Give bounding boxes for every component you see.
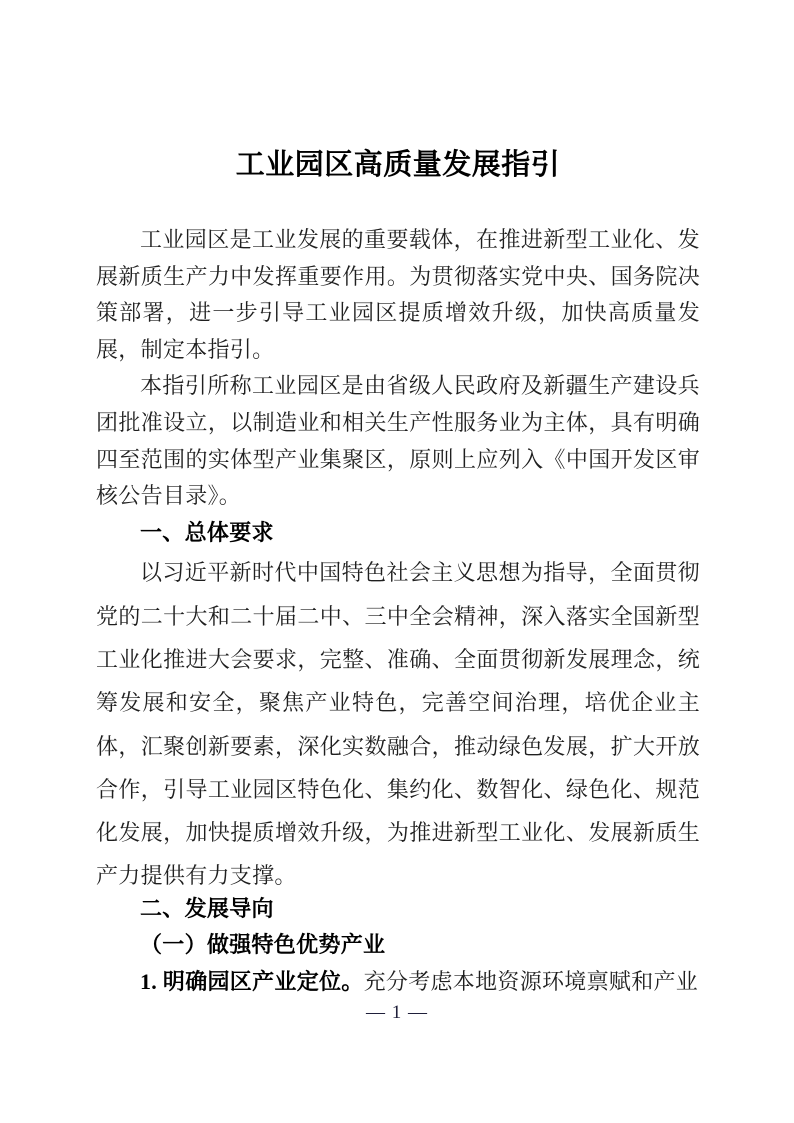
section-heading-development-orientation: 二、发展导向 [140,895,274,921]
numbered-item-1 [96,964,700,1001]
paragraph-overall-requirements: 以习近平新时代中国特色社会主义思想为指导，全面贯彻党的二十大和二十届二中、三中全会精神，深入落实全国新型工业化推进大会要求，完整、准确、全面贯彻新发展理念，统筹发展和安全，聚焦产业特色，完善空间治理，培优企业主体，汇聚创新要素，深化实数融合，推动绿色发展，扩大开放合作，引导工业园区特色化、集约化、数智化、绿色化、规范化发展，加快提质增效升级，为推进新型工业化、发展新质生产力提供有力支撑。 [96,560,700,889]
document-content [96,143,700,1001]
paragraph-definition: 本指引所称工业园区是由省级人民政府及新疆生产建设兵团批准设立，以制造业和相关生产性服务业为主体，具有明确四至范围的实体型产业集聚区，原则上应列入《中国开发区审核公告目录》。 [96,373,700,509]
numbered-item-1-text: 充分考虑本地资源环境禀赋和产业 [363,968,699,994]
page-number: — 1 — [366,1002,428,1023]
section-heading-overall-requirements: 一、总体要求 [140,519,274,545]
document-title: 工业园区高质量发展指引 [235,149,561,181]
numbered-item-1-lead: 1. 明确园区产业定位。 [140,968,364,994]
paragraph-intro: 工业园区是工业发展的重要载体，在推进新型工业化、发展新质生产力中发挥重要作用。为贯彻落实党中央、国务院决策部署，进一步引导工业园区提质增效升级，加快高质量发展，制定本指引。 [96,227,700,362]
subsection-heading-distinctive-industries: （一）做强特色优势产业 [140,932,386,958]
